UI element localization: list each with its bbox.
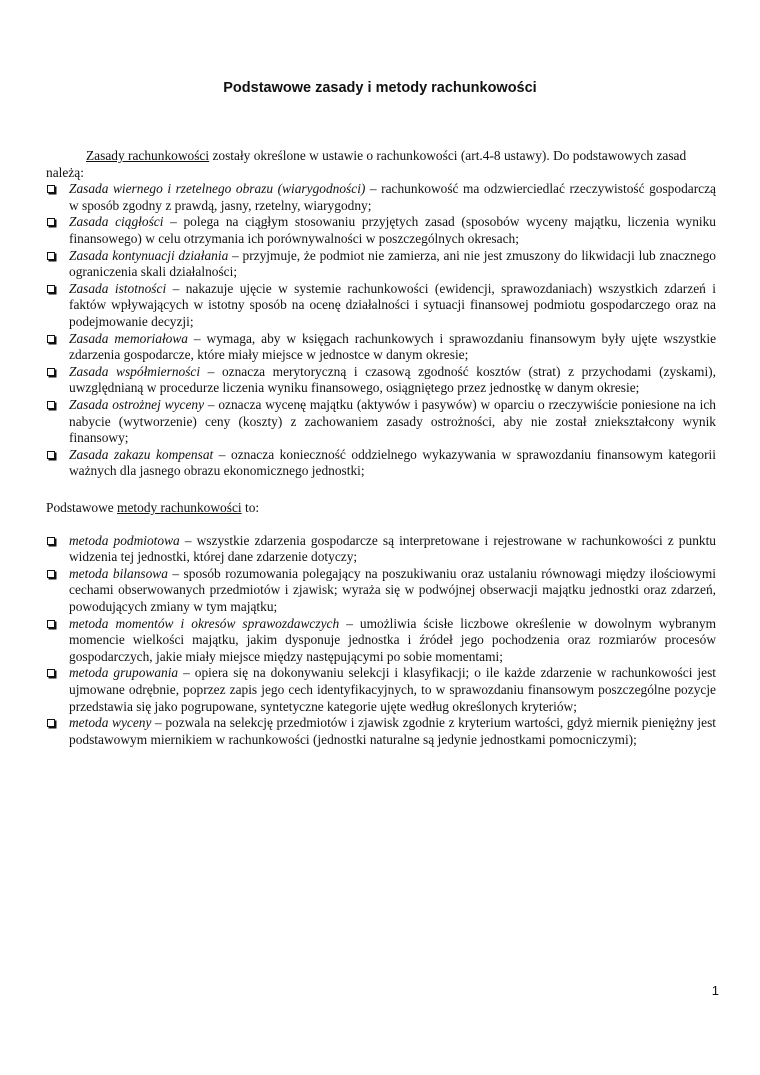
list-item: [46, 715, 716, 748]
list-item: [46, 447, 716, 480]
list-item: [46, 214, 716, 247]
checkbox-bullet-icon: [47, 285, 55, 293]
item-description: – nakazuje ujęcie w systemie rachunkowości (ewidencji, sprawozdaniach) wszystkich zdarzeń i faktów wpływających w istotny sposób na ocenę działalności i sytuacji finansowej podmiotu gospodarczego oraz na podejmowanie decyzji;: [69, 280, 716, 329]
checkbox-bullet-icon: [47, 401, 55, 409]
checkbox-bullet-icon: [47, 252, 55, 260]
item-term: Zasada ostrożnej wyceny: [69, 396, 205, 412]
list-item: [46, 397, 716, 447]
item-description: – oznacza wycenę majątku (aktywów i pasywów) w oparciu o rzeczywiście poniesione na ich nabycie (wytworzenie) ceny (koszty) z zachowaniem zasady ostrożności, aby nie został zniekształcony wynik finansowy;: [69, 396, 716, 446]
item-term: Zasada zakazu kompensat: [69, 446, 214, 462]
principles-intro: [46, 148, 716, 181]
principles-intro-text: zostały określone w ustawie o rachunkowości (art.4-8 ustawy). Do podstawowych zasad należą:: [46, 148, 687, 180]
checkbox-bullet-icon: [47, 669, 55, 677]
principles-list: [46, 181, 716, 480]
item-term: metoda momentów i okresów sprawozdawczych: [69, 615, 340, 631]
methods-intro-after: to:: [241, 500, 260, 515]
item-description: – wszystkie zdarzenia gospodarcze są interpretowane i rejestrowane w rachunkowości z punktu widzenia tej jednostki, której dane zdarzenie dotyczy;: [69, 532, 717, 565]
checkbox-bullet-icon: [47, 218, 55, 226]
checkbox-bullet-icon: [47, 537, 55, 545]
page-number: 1: [711, 983, 719, 998]
item-term: Zasada ciągłości: [69, 214, 164, 230]
methods-link: metody rachunkowości: [117, 500, 242, 515]
methods-intro-before: Podstawowe: [46, 500, 118, 515]
item-description: – rachunkowość ma odzwierciedlać rzeczywistość gospodarczą w sposób zgodny z prawdą, jasny, rzetelny, wiarygodny;: [69, 181, 716, 213]
list-item: [46, 566, 716, 616]
item-description: – polega na ciągłym stosowaniu przyjętych zasad (sposobów wyceny majątku, liczenia wyniku finansowego) w celu otrzymania ich porównywalności w poszczególnych okresach;: [69, 214, 716, 246]
item-description: – wymaga, aby w księgach rachunkowych i sprawozdaniu finansowym były ujęte wszystkie zdarzenia gospodarcze, które miały miejsce w jednostce w danym okresie;: [69, 330, 717, 363]
list-item: [46, 364, 716, 397]
list-item: [46, 665, 716, 715]
list-item: [46, 616, 716, 666]
item-term: Zasada wiernego i rzetelnego obrazu (wiarygodności): [69, 181, 366, 197]
checkbox-bullet-icon: [47, 368, 55, 376]
checkbox-bullet-icon: [47, 185, 55, 193]
item-term: Zasada współmierności: [69, 363, 201, 379]
item-term: Zasada istotności: [69, 280, 167, 296]
checkbox-bullet-icon: [47, 620, 55, 628]
checkbox-bullet-icon: [47, 570, 55, 578]
page-title: Podstawowe zasady i metody rachunkowości: [223, 80, 537, 96]
item-term: metoda podmiotowa: [69, 532, 180, 548]
list-item: [46, 281, 716, 331]
checkbox-bullet-icon: [47, 451, 55, 459]
item-description: – sposób rozumowania polegający na poszukiwaniu oraz ustalaniu równowagi między ilościowymi cechami obserwowanych przedmiotów i zjawisk; wyraża się w podwójnej obserwacji majątku jednostki oraz zdarzeń, powodujących zmiany w tym majątku;: [69, 565, 716, 614]
item-description: – pozwala na selekcję przedmiotów i zjawisk zgodnie z kryterium wartości, gdyż miernik pieniężny jest podstawowym miernikiem w rachunkowości (jednostki naturalne są jedynie jednostkami pomocniczymi);: [69, 715, 717, 747]
principles-link: Zasady rachunkowości: [86, 148, 210, 163]
principles-section: [46, 148, 716, 480]
checkbox-bullet-icon: [47, 719, 55, 727]
methods-section: [46, 500, 716, 748]
item-description: – oznacza merytoryczną i czasową zgodność kosztów (strat) z przychodami (zyskami), uwzględnianą w procedurze liczenia wyniku finansowego, osiągniętego przez jednostkę w danym okresie;: [69, 363, 716, 396]
item-description: – oznacza konieczność oddzielnego wykazywania w sprawozdaniu finansowym kategorii ważnych dla jasnego obrazu ekonomicznego jednostki;: [69, 446, 716, 479]
methods-list: [46, 533, 716, 749]
item-term: Zasada memoriałowa: [69, 330, 189, 346]
item-term: metoda grupowania: [69, 665, 179, 681]
item-term: metoda bilansowa: [69, 565, 168, 581]
item-description: – przyjmuje, że podmiot nie zamierza, ani nie jest zmuszony do likwidacji lub znacznego ograniczenia skali działalności;: [69, 247, 717, 280]
list-item: [46, 248, 716, 281]
list-item: [46, 533, 716, 566]
checkbox-bullet-icon: [47, 335, 55, 343]
list-item: [46, 331, 716, 364]
item-term: Zasada kontynuacji działania: [69, 247, 229, 263]
list-item: [46, 181, 716, 214]
item-term: metoda wyceny: [69, 715, 152, 731]
item-description: – opiera się na dokonywaniu selekcji i klasyfikacji; o ile każde zdarzenie w rachunkowości jest ujmowane odrębnie, poprzez zapis jego cech identyfikacyjnych, to w sprawozdaniu finansowym poszczególne pozycje przedstawia się jako pogrupowane, syntetyczne kategorie ujęte według określonych kryteriów;: [69, 665, 716, 714]
methods-intro: [46, 500, 716, 517]
item-description: – umożliwia ścisłe liczbowe określenie w dowolnym wybranym momencie wielkości majątku, jakim dysponuje jednostka i źródeł jego pochodzenia oraz rozmiarów procesów gospodarczych, jakie miały miejsce między następującymi po sobie momentami;: [69, 615, 716, 664]
